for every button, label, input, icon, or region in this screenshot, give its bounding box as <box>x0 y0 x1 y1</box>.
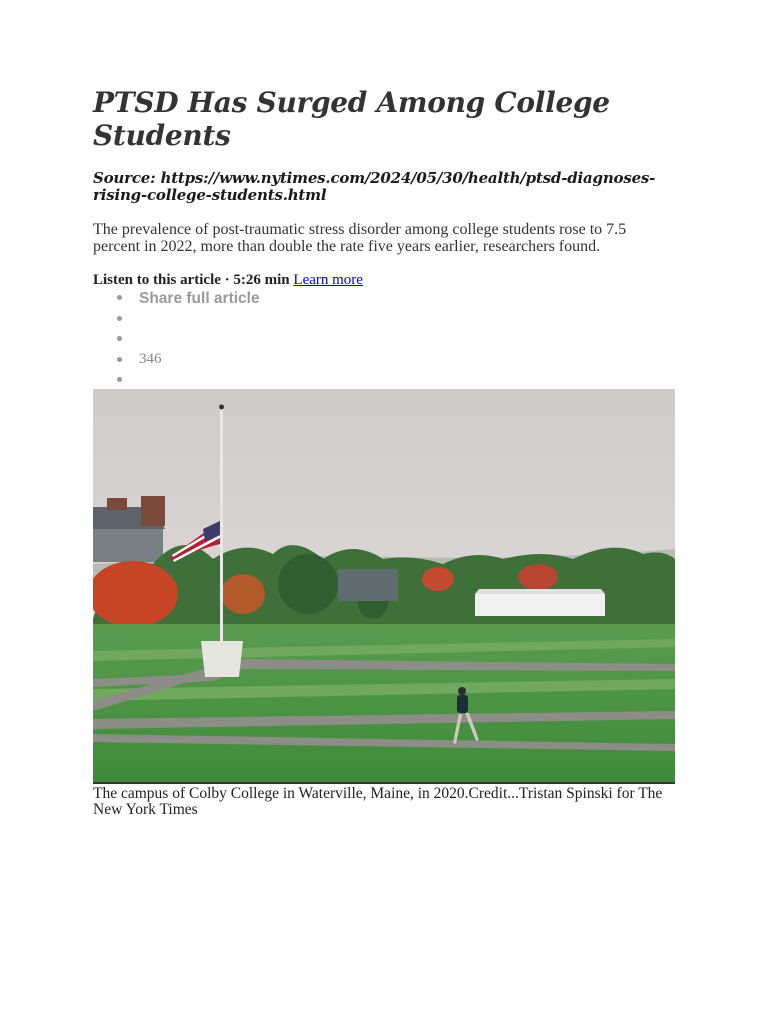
learn-more-link[interactable]: Learn more <box>293 272 363 288</box>
share-item-empty[interactable] <box>93 369 675 390</box>
dorm-building <box>338 569 398 601</box>
photo-caption: The campus of Colby College in Waterville, Maine, in 2020.Credit...Tristan Spinski for The New York Times <box>93 785 663 818</box>
flagpole <box>220 407 223 647</box>
bullet-icon <box>117 316 122 321</box>
campus-photo-illustration <box>93 389 675 782</box>
comments-item[interactable] <box>93 349 675 370</box>
bullet-icon <box>117 295 122 300</box>
flagpole-finial <box>219 405 224 410</box>
red-tree <box>518 564 558 590</box>
article-title: PTSD Has Surged Among College Students <box>93 86 610 152</box>
share-item[interactable] <box>93 287 675 308</box>
red-tree <box>422 567 454 591</box>
green-tree <box>278 554 338 614</box>
article-photo <box>93 389 675 784</box>
share-tools <box>93 287 675 390</box>
chimney <box>141 496 165 526</box>
bullet-icon <box>117 336 122 341</box>
tent-roof <box>475 589 605 594</box>
flagpole-base <box>201 641 243 677</box>
share-full-article-button[interactable]: Share full article <box>139 290 260 307</box>
listen-label: Listen to this article · 5:26 min <box>93 272 290 288</box>
bullet-icon <box>117 357 122 362</box>
article-source: Source: https://www.nytimes.com/2024/05/30/health/ptsd-diagnoses-rising-college-students.html <box>93 169 656 204</box>
share-item-empty[interactable] <box>93 328 675 349</box>
orange-tree <box>221 574 265 614</box>
share-item-empty[interactable] <box>93 308 675 329</box>
bullet-icon <box>117 377 122 382</box>
chimney <box>107 498 127 510</box>
article-summary: The prevalence of post-traumatic stress disorder among college students rose to 7.5 percent in 2022, more than double the rate five years earlier, researchers found. <box>93 221 627 255</box>
comment-count[interactable]: 346 <box>139 350 162 367</box>
white-tent <box>475 594 605 616</box>
